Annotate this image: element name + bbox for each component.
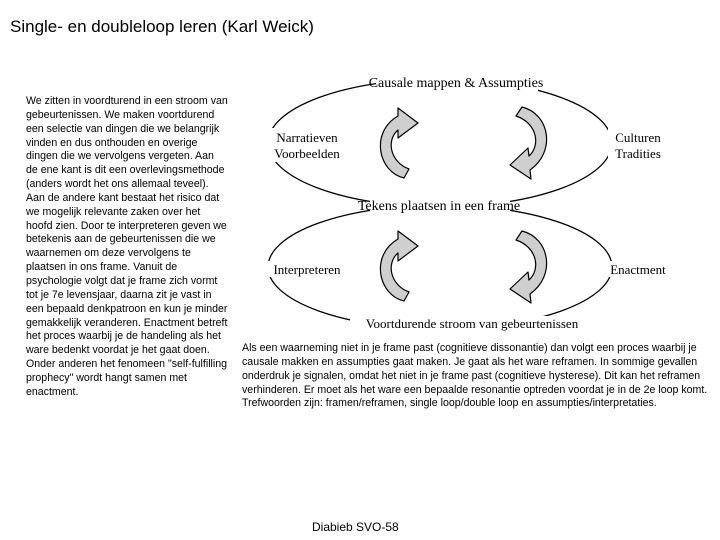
top-left-curved-arrow-icon	[380, 108, 418, 178]
bottom-right-label: Enactment	[610, 262, 666, 277]
top-left-label-line1: Narratieven	[276, 130, 338, 145]
explanation-text-left: We zitten in voordturend in een stroom van gebeurtenissen. We maken voortdurend een selectie van dingen die we belangrijk vinden en dus onthouden en overige dingen die we vervolgens vergeten. Aan de ene kant is dit een overlevingsmethode (anders wordt het ons allemaal teveel). Aan de andere kant bestaat het risico dat we mogelijk relevante zaken over het hoofd zien. Door te interpreteren geven we betekenis aan de gebeurtenissen die we waarnemen om deze vervolgens te plaatsen in ons frame. Vanuit de psychologie volgt dat je frame zich vormt tot je 7e levensjaar, daarna zit je vast in een bepaald denkpatroon en kun je minder gemakkelijk veranderen. Enactment betreft het proces waarbij je de handeling als het ware bedenkt voordat je het gaat doen. Onder anderen het fenomeen "self-fulfilling prophecy" wordt hangt samen met enactment.	[26, 95, 228, 398]
top-loop-label: Causale mappen & Assumpties	[368, 76, 544, 91]
top-right-label-line2: Tradities	[615, 146, 661, 161]
page-title: Single- en doubleloop leren (Karl Weick)	[10, 17, 314, 36]
bottom-right-curved-arrow-icon	[510, 231, 547, 303]
bottom-loop-label: Voortdurende stroom van gebeurtenissen	[365, 316, 579, 331]
explanation-text-right: Als een waarneming niet in je frame past (cognitieve dissonantie) dan volgt een proces waarbij je causale makken en assumpties gaat maken. Je gaat als het ware reframen. In sommige gevallen onderdruk je signalen, omdat het niet in je frame past (cognitieve hysterese). Dit kan het reframen verhinderen. Er moet als het ware een bepaalde resonantie optreden voordat je in de 2e loop komt. Trefwoorden zijn: framen/reframen, single loop/double loop en assumpties/interpretaties.	[242, 342, 708, 410]
bottom-left-curved-arrow-icon	[380, 231, 418, 301]
top-right-label-line1: Culturen	[615, 130, 661, 145]
top-left-label-line2: Voorbeelden	[274, 146, 340, 161]
bottom-left-label: Interpreteren	[273, 262, 341, 277]
middle-label: Tekens plaatsen in een frame	[357, 199, 521, 214]
top-right-curved-arrow-icon	[510, 107, 547, 179]
footer-source: Diabieb SVO-58	[312, 520, 399, 534]
